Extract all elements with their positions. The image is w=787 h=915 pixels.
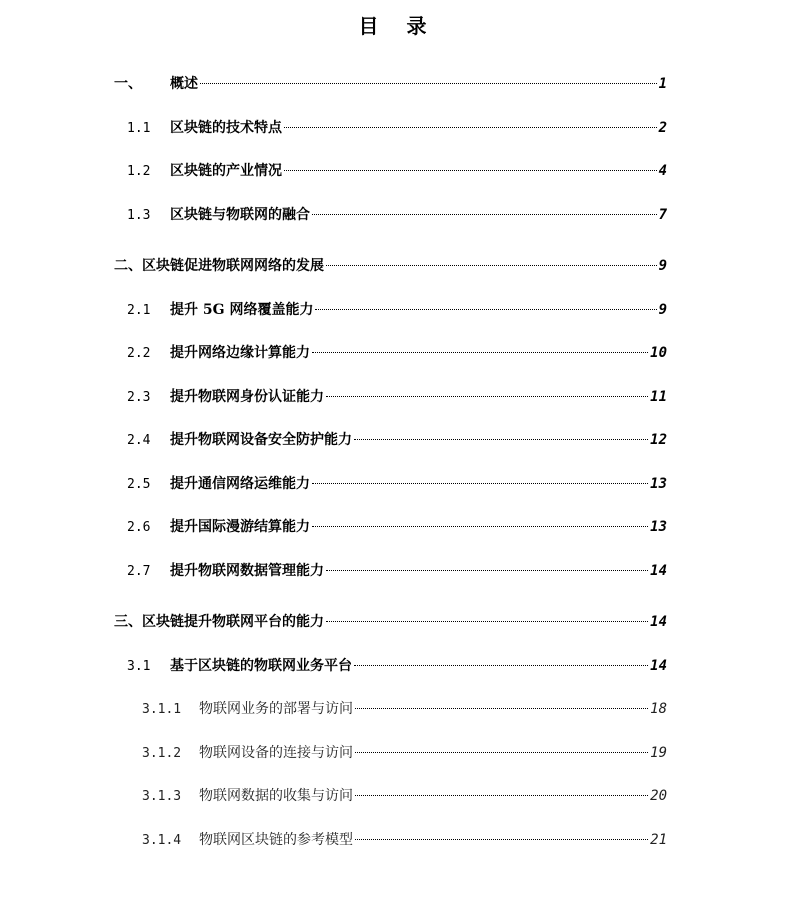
entry-title: 区块链与物联网的融合 — [170, 207, 310, 223]
dot-leader — [355, 707, 648, 709]
entry-number: 2.6 — [127, 520, 151, 535]
entry-number: 3.1.2 — [142, 746, 182, 761]
entry-title: 提升物联网设备安全防护能力 — [170, 432, 352, 448]
dot-leader — [354, 664, 648, 666]
entry-title: 提升物联网数据管理能力 — [170, 563, 324, 579]
entry-page: 11 — [650, 389, 667, 405]
entry-page: 9 — [658, 302, 667, 318]
entry-number: 1.2 — [127, 164, 151, 179]
entry-number: 3.1 — [127, 659, 151, 674]
dot-leader — [284, 126, 657, 128]
entry-page: 2 — [658, 120, 667, 136]
entry-title: 区块链提升物联网平台的能力 — [142, 614, 324, 630]
dot-leader — [326, 569, 648, 571]
dot-leader — [200, 82, 657, 84]
entry-title: 物联网设备的连接与访问 — [199, 745, 353, 761]
toc-entry-3-1-2[interactable] — [142, 742, 667, 762]
entry-number: 2.2 — [127, 346, 151, 361]
toc-entry-2-5[interactable] — [127, 473, 667, 493]
entry-page: 9 — [658, 258, 667, 274]
entry-title: 基于区块链的物联网业务平台 — [170, 658, 352, 674]
entry-number: 3.1.4 — [142, 833, 182, 848]
entry-page: 21 — [650, 832, 667, 848]
entry-title: 概述 — [170, 76, 198, 92]
entry-page: 1 — [658, 76, 667, 92]
entry-title: 区块链的产业情况 — [170, 163, 282, 179]
entry-number: 3.1.3 — [142, 789, 182, 804]
entry-number: 1.1 — [127, 121, 151, 136]
entry-page: 19 — [650, 745, 667, 761]
entry-page: 13 — [650, 519, 667, 535]
entry-title: 提升网络边缘计算能力 — [170, 345, 310, 361]
toc-entry-3-1-1[interactable] — [142, 698, 667, 718]
entry-page: 7 — [658, 207, 667, 223]
toc-entry-3[interactable] — [114, 611, 667, 631]
entry-title: 区块链的技术特点 — [170, 120, 282, 136]
entry-page: 13 — [650, 476, 667, 492]
entry-page: 4 — [658, 163, 667, 179]
toc-entry-2-6[interactable] — [127, 516, 667, 536]
entry-number: 2.3 — [127, 390, 151, 405]
title-char-2: 录 — [406, 14, 429, 38]
entry-number: 三、 — [114, 614, 142, 630]
entry-page: 14 — [650, 563, 667, 579]
entry-number: 2.1 — [127, 303, 151, 318]
toc-entry-2-4[interactable] — [127, 429, 667, 449]
dot-leader — [355, 751, 648, 753]
entry-title: 区块链促进物联网网络的发展 — [142, 258, 324, 274]
entry-title: 提升物联网身份认证能力 — [170, 389, 324, 405]
toc-entry-1-3[interactable] — [127, 204, 667, 224]
dot-leader — [312, 482, 648, 484]
dot-leader — [312, 351, 648, 353]
entry-number: 2.7 — [127, 564, 151, 579]
dot-leader — [312, 525, 648, 527]
entry-page: 14 — [650, 658, 667, 674]
dot-leader — [312, 213, 657, 215]
dot-leader — [326, 620, 648, 622]
dot-leader — [326, 395, 648, 397]
dot-leader — [355, 838, 648, 840]
entry-title: 提升通信网络运维能力 — [170, 476, 310, 492]
entry-number: 2.4 — [127, 433, 151, 448]
entry-page: 12 — [650, 432, 667, 448]
toc-entry-3-1-4[interactable] — [142, 829, 667, 849]
dot-leader — [326, 264, 657, 266]
dot-leader — [354, 438, 648, 440]
dot-leader — [315, 308, 656, 310]
dot-leader — [284, 169, 657, 171]
entry-page: 14 — [650, 614, 667, 630]
toc-entry-3-1[interactable] — [127, 655, 667, 675]
entry-number: 3.1.1 — [142, 702, 182, 717]
toc-entry-2-2[interactable] — [127, 342, 667, 362]
toc-entry-1-1[interactable] — [127, 117, 667, 137]
entry-title: 物联网数据的收集与访问 — [199, 788, 353, 804]
toc-entry-1[interactable] — [114, 73, 667, 93]
entry-number: 一、 — [114, 76, 142, 92]
title-char-1: 目 — [358, 14, 381, 38]
entry-number: 2.5 — [127, 477, 151, 492]
dot-leader — [355, 794, 648, 796]
toc-entry-2[interactable] — [114, 255, 667, 275]
entry-number: 二、 — [114, 258, 142, 274]
entry-page: 10 — [650, 345, 667, 361]
entry-page: 20 — [650, 788, 667, 804]
entry-page: 18 — [650, 701, 667, 717]
entry-number: 1.3 — [127, 208, 151, 223]
toc-entry-3-1-3[interactable] — [142, 785, 667, 805]
entry-title: 提升国际漫游结算能力 — [170, 519, 310, 535]
toc-entry-1-2[interactable] — [127, 160, 667, 180]
toc-entry-2-3[interactable] — [127, 386, 667, 406]
toc-entry-2-7[interactable] — [127, 560, 667, 580]
entry-title: 物联网区块链的参考模型 — [199, 832, 353, 848]
entry-title: 物联网业务的部署与访问 — [199, 701, 353, 717]
toc-entry-2-1[interactable] — [127, 299, 667, 319]
entry-title: 提升 5G 网络覆盖能力 — [170, 302, 314, 318]
